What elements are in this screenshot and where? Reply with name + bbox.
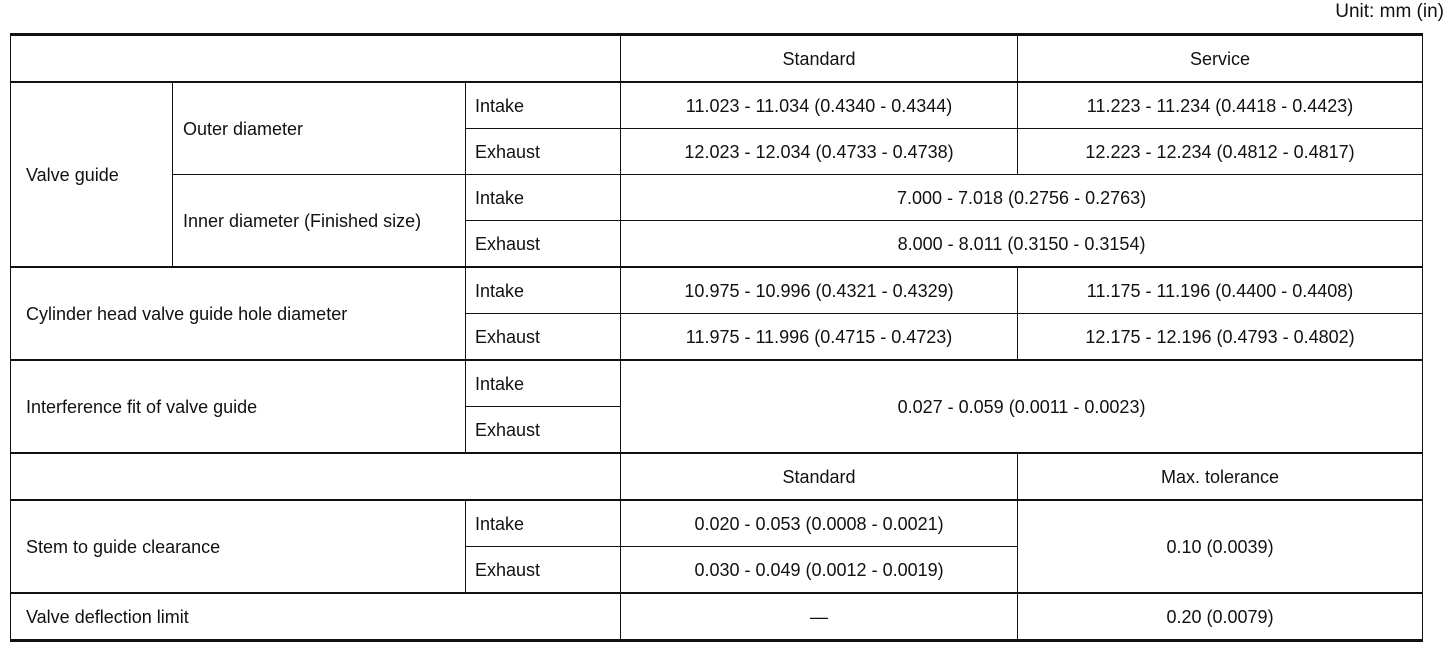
table-row (11, 267, 1423, 314)
inner-exhaust-label: Exhaust (466, 221, 621, 268)
inner-intake-label: Intake (466, 175, 621, 221)
header2-standard: Standard (621, 453, 1018, 500)
clearance-exhaust-label: Exhaust (466, 547, 621, 594)
clearance-max-tolerance: 0.10 (0.0039) (1018, 500, 1423, 593)
interference-value: 0.027 - 0.059 (0.0011 - 0.0023) (621, 360, 1423, 453)
valve-guide-label: Valve guide (11, 82, 173, 267)
unit-label: Unit: mm (in) (1335, 1, 1444, 22)
header-service: Service (1018, 35, 1423, 83)
hole-diameter-label: Cylinder head valve guide hole diameter (11, 267, 466, 360)
table-row (11, 175, 1423, 221)
header2-blank-cell (11, 453, 621, 500)
deflection-max-tolerance: 0.20 (0.0079) (1018, 593, 1423, 641)
header-row (11, 35, 1423, 83)
hole-exhaust-service: 12.175 - 12.196 (0.4793 - 0.4802) (1018, 314, 1423, 361)
header2-max-tolerance: Max. tolerance (1018, 453, 1423, 500)
inner-intake-value: 7.000 - 7.018 (0.2756 - 0.2763) (621, 175, 1423, 221)
deflection-standard: — (621, 593, 1018, 641)
table-row (11, 360, 1423, 407)
hole-exhaust-label: Exhaust (466, 314, 621, 361)
table-row (11, 500, 1423, 547)
outer-intake-label: Intake (466, 82, 621, 129)
hole-intake-standard: 10.975 - 10.996 (0.4321 - 0.4329) (621, 267, 1018, 314)
clearance-label: Stem to guide clearance (11, 500, 466, 593)
outer-exhaust-standard: 12.023 - 12.034 (0.4733 - 0.4738) (621, 129, 1018, 175)
outer-exhaust-service: 12.223 - 12.234 (0.4812 - 0.4817) (1018, 129, 1423, 175)
outer-exhaust-label: Exhaust (466, 129, 621, 175)
header-standard: Standard (621, 35, 1018, 83)
interference-intake-label: Intake (466, 360, 621, 407)
outer-intake-service: 11.223 - 11.234 (0.4418 - 0.4423) (1018, 82, 1423, 129)
clearance-intake-label: Intake (466, 500, 621, 547)
outer-intake-standard: 11.023 - 11.034 (0.4340 - 0.4344) (621, 82, 1018, 129)
outer-diameter-label: Outer diameter (173, 82, 466, 175)
deflection-label: Valve deflection limit (11, 593, 621, 641)
valve-guide-spec-table (10, 33, 1423, 642)
table-row (11, 82, 1423, 129)
clearance-intake-standard: 0.020 - 0.053 (0.0008 - 0.0021) (621, 500, 1018, 547)
table-row (11, 593, 1423, 641)
inner-diameter-label: Inner diameter (Finished size) (173, 175, 466, 268)
interference-label: Interference fit of valve guide (11, 360, 466, 453)
clearance-exhaust-standard: 0.030 - 0.049 (0.0012 - 0.0019) (621, 547, 1018, 594)
hole-intake-label: Intake (466, 267, 621, 314)
header-blank-cell (11, 35, 621, 83)
header-row-2 (11, 453, 1423, 500)
inner-exhaust-value: 8.000 - 8.011 (0.3150 - 0.3154) (621, 221, 1423, 268)
hole-intake-service: 11.175 - 11.196 (0.4400 - 0.4408) (1018, 267, 1423, 314)
interference-exhaust-label: Exhaust (466, 407, 621, 454)
hole-exhaust-standard: 11.975 - 11.996 (0.4715 - 0.4723) (621, 314, 1018, 361)
